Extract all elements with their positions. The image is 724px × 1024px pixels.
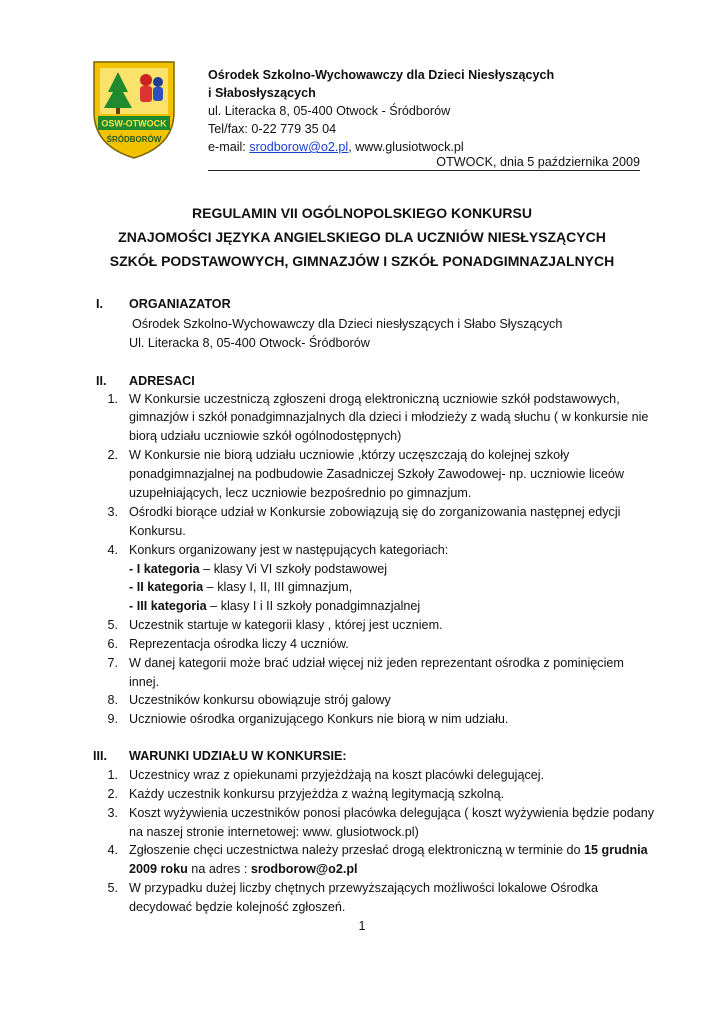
institution-telfax: Tel/fax: 0-22 779 35 04	[208, 122, 337, 136]
registration-text: Zgłoszenie chęci uczestnictwa należy przesłać drogą elektroniczną w terminie do	[129, 843, 584, 857]
document-date: OTWOCK, dnia 5 października 2009	[208, 155, 640, 171]
list-item-line: biorą udziału uczniowie szkół ogólnodostępnych)	[129, 429, 402, 443]
document-title-line3: SZKÓŁ PODSTAWOWYCH, GIMNAZJÓW I SZKÓŁ PONADGIMNAZJALNYCH	[109, 253, 615, 269]
institution-name-line1: Ośrodek Szkolno-Wychowawczy dla Dzieci Niesłyszących	[208, 68, 555, 82]
list-item-number: 3.	[107, 806, 118, 820]
section-number: II.	[96, 374, 107, 388]
list-item-number: 9.	[107, 712, 118, 726]
list-item-line: Uczestnicy wraz z opiekunami przyjeżdżają na koszt placówki delegującej.	[129, 768, 545, 782]
category-description: – klasy Vi VI szkoły podstawowej	[199, 562, 388, 576]
category-label: - II kategoria	[129, 580, 204, 594]
list-item-number: 2.	[107, 787, 118, 801]
page-number: 1	[358, 919, 366, 933]
email-prefix: e-mail:	[208, 140, 250, 154]
list-item-line: W Konkursie nie biorą udziału uczniowie ,którzy uczęszczają do kolejnej szkoły	[129, 448, 570, 462]
list-item-number: 1.	[107, 392, 118, 406]
category-label: - III kategoria	[129, 599, 207, 613]
email-link[interactable]: srodborow@o2.pl	[249, 140, 349, 154]
list-item-number: 8.	[107, 693, 118, 707]
list-item-line: gimnazjów i szkół ponadgimnazjalnych dla dzieci i młodzieży z wadą słuchu ( w konkursie nie	[129, 410, 649, 424]
list-item-line: decydować będzie kolejność zgłoszeń.	[129, 900, 346, 914]
registration-address-line	[129, 862, 358, 876]
section-number: I.	[96, 297, 103, 311]
registration-year: 2009 roku	[129, 862, 188, 876]
document-title-line2: ZNAJOMOŚCI JĘZYKA ANGIELSKIEGO DLA UCZNIÓW NIESŁYSZĄCYCH	[118, 229, 606, 245]
list-item-line: Reprezentacja ośrodka liczy 4 uczniów.	[129, 637, 349, 651]
category-item	[129, 580, 352, 594]
section-number: III.	[93, 749, 107, 763]
list-item-number: 5.	[107, 618, 118, 632]
category-description: – klasy I i II szkoły ponadgimnazjalnej	[206, 599, 421, 613]
list-item-line: Uczniowie ośrodka organizującego Konkurs nie biorą w nim udziału.	[129, 712, 509, 726]
list-item-number: 4.	[107, 543, 118, 557]
list-item-line: innej.	[129, 675, 160, 689]
list-item-line: Koszt wyżywienia uczestników ponosi placówka delegująca ( koszt wyżywienia będzie podany	[129, 806, 655, 820]
list-item-line: Ośrodki biorące udział w Konkursie zobowiązują się do zorganizowania następnej edycji	[129, 505, 621, 519]
list-item-line: na naszej stronie internetowej: www. glusiotwock.pl)	[129, 825, 419, 839]
list-item-number: 2.	[107, 448, 118, 462]
list-item-number: 4.	[107, 843, 118, 857]
list-item-number: 3.	[107, 505, 118, 519]
list-item-line: Konkursu.	[129, 524, 186, 538]
category-label: - I kategoria	[129, 562, 200, 576]
list-item-line: W przypadku dużej liczby chętnych przewyższających możliwości lokalowe Ośrodka	[129, 881, 598, 895]
logo-text-top: OSW-OTWOCK	[101, 118, 167, 129]
list-item-line: uzupełniających, lecz uczniowie bezpośrednio po gimnazjum.	[129, 486, 472, 500]
list-item-number: 5.	[107, 881, 118, 895]
list-item-number: 6.	[107, 637, 118, 651]
document-title-line1: REGULAMIN VII OGÓLNOPOLSKIEGO KONKURSU	[192, 205, 532, 221]
list-item-number: 1.	[107, 768, 118, 782]
organizer-name: Ośrodek Szkolno-Wychowawczy dla Dzieci niesłyszących i Słabo Słyszących	[132, 317, 563, 331]
registration-deadline-line	[129, 843, 648, 857]
category-item	[129, 562, 387, 576]
category-description: – klasy I, II, III gimnazjum,	[203, 580, 353, 594]
logo-text-bottom: ŚRÓDBORÓW	[106, 135, 162, 144]
institution-address: ul. Literacka 8, 05-400 Otwock - Śródborów	[208, 104, 451, 118]
section-title-recipients: ADRESACI	[129, 374, 195, 388]
list-item-line: ponadgimnazjalnej na podbudowie Zasadniczej Szkoły Zawodowej- np. uczniowie liceów	[129, 467, 624, 481]
institution-contact	[208, 138, 464, 157]
list-item-line: Każdy uczestnik konkursu przyjeżdża z ważną legitymacją szkolną.	[129, 787, 505, 801]
organizer-address: Ul. Literacka 8, 05-400 Otwock- Śródborów	[129, 336, 370, 350]
list-item-line: Konkurs organizowany jest w następujących kategoriach:	[129, 543, 449, 557]
list-item-line: W danej kategorii może brać udział więcej niż jeden reprezentant ośrodka z pominięciem	[129, 656, 624, 670]
registration-date: 15 grudnia	[584, 843, 648, 857]
registration-email: srodborow@o2.pl	[250, 862, 358, 876]
list-item-line: Uczestnik startuje w kategorii klasy , której jest uczniem.	[129, 618, 443, 632]
list-item-line: Uczestników konkursu obowiązuje strój galowy	[129, 693, 391, 707]
list-item-line: W Konkursie uczestniczą zgłoszeni drogą elektroniczną uczniowie szkół podstawowych,	[129, 392, 620, 406]
category-item	[129, 599, 420, 613]
section-title-organizer: ORGANIAZATOR	[129, 297, 231, 311]
list-item-number: 7.	[107, 656, 118, 670]
website-text: , www.glusiotwock.pl	[348, 140, 464, 154]
section-title-conditions: WARUNKI UDZIAŁU W KONKURSIE:	[129, 749, 347, 763]
registration-text: na adres :	[187, 862, 251, 876]
institution-name-line2: i Słabosłyszących	[208, 86, 316, 100]
school-logo	[88, 52, 180, 160]
